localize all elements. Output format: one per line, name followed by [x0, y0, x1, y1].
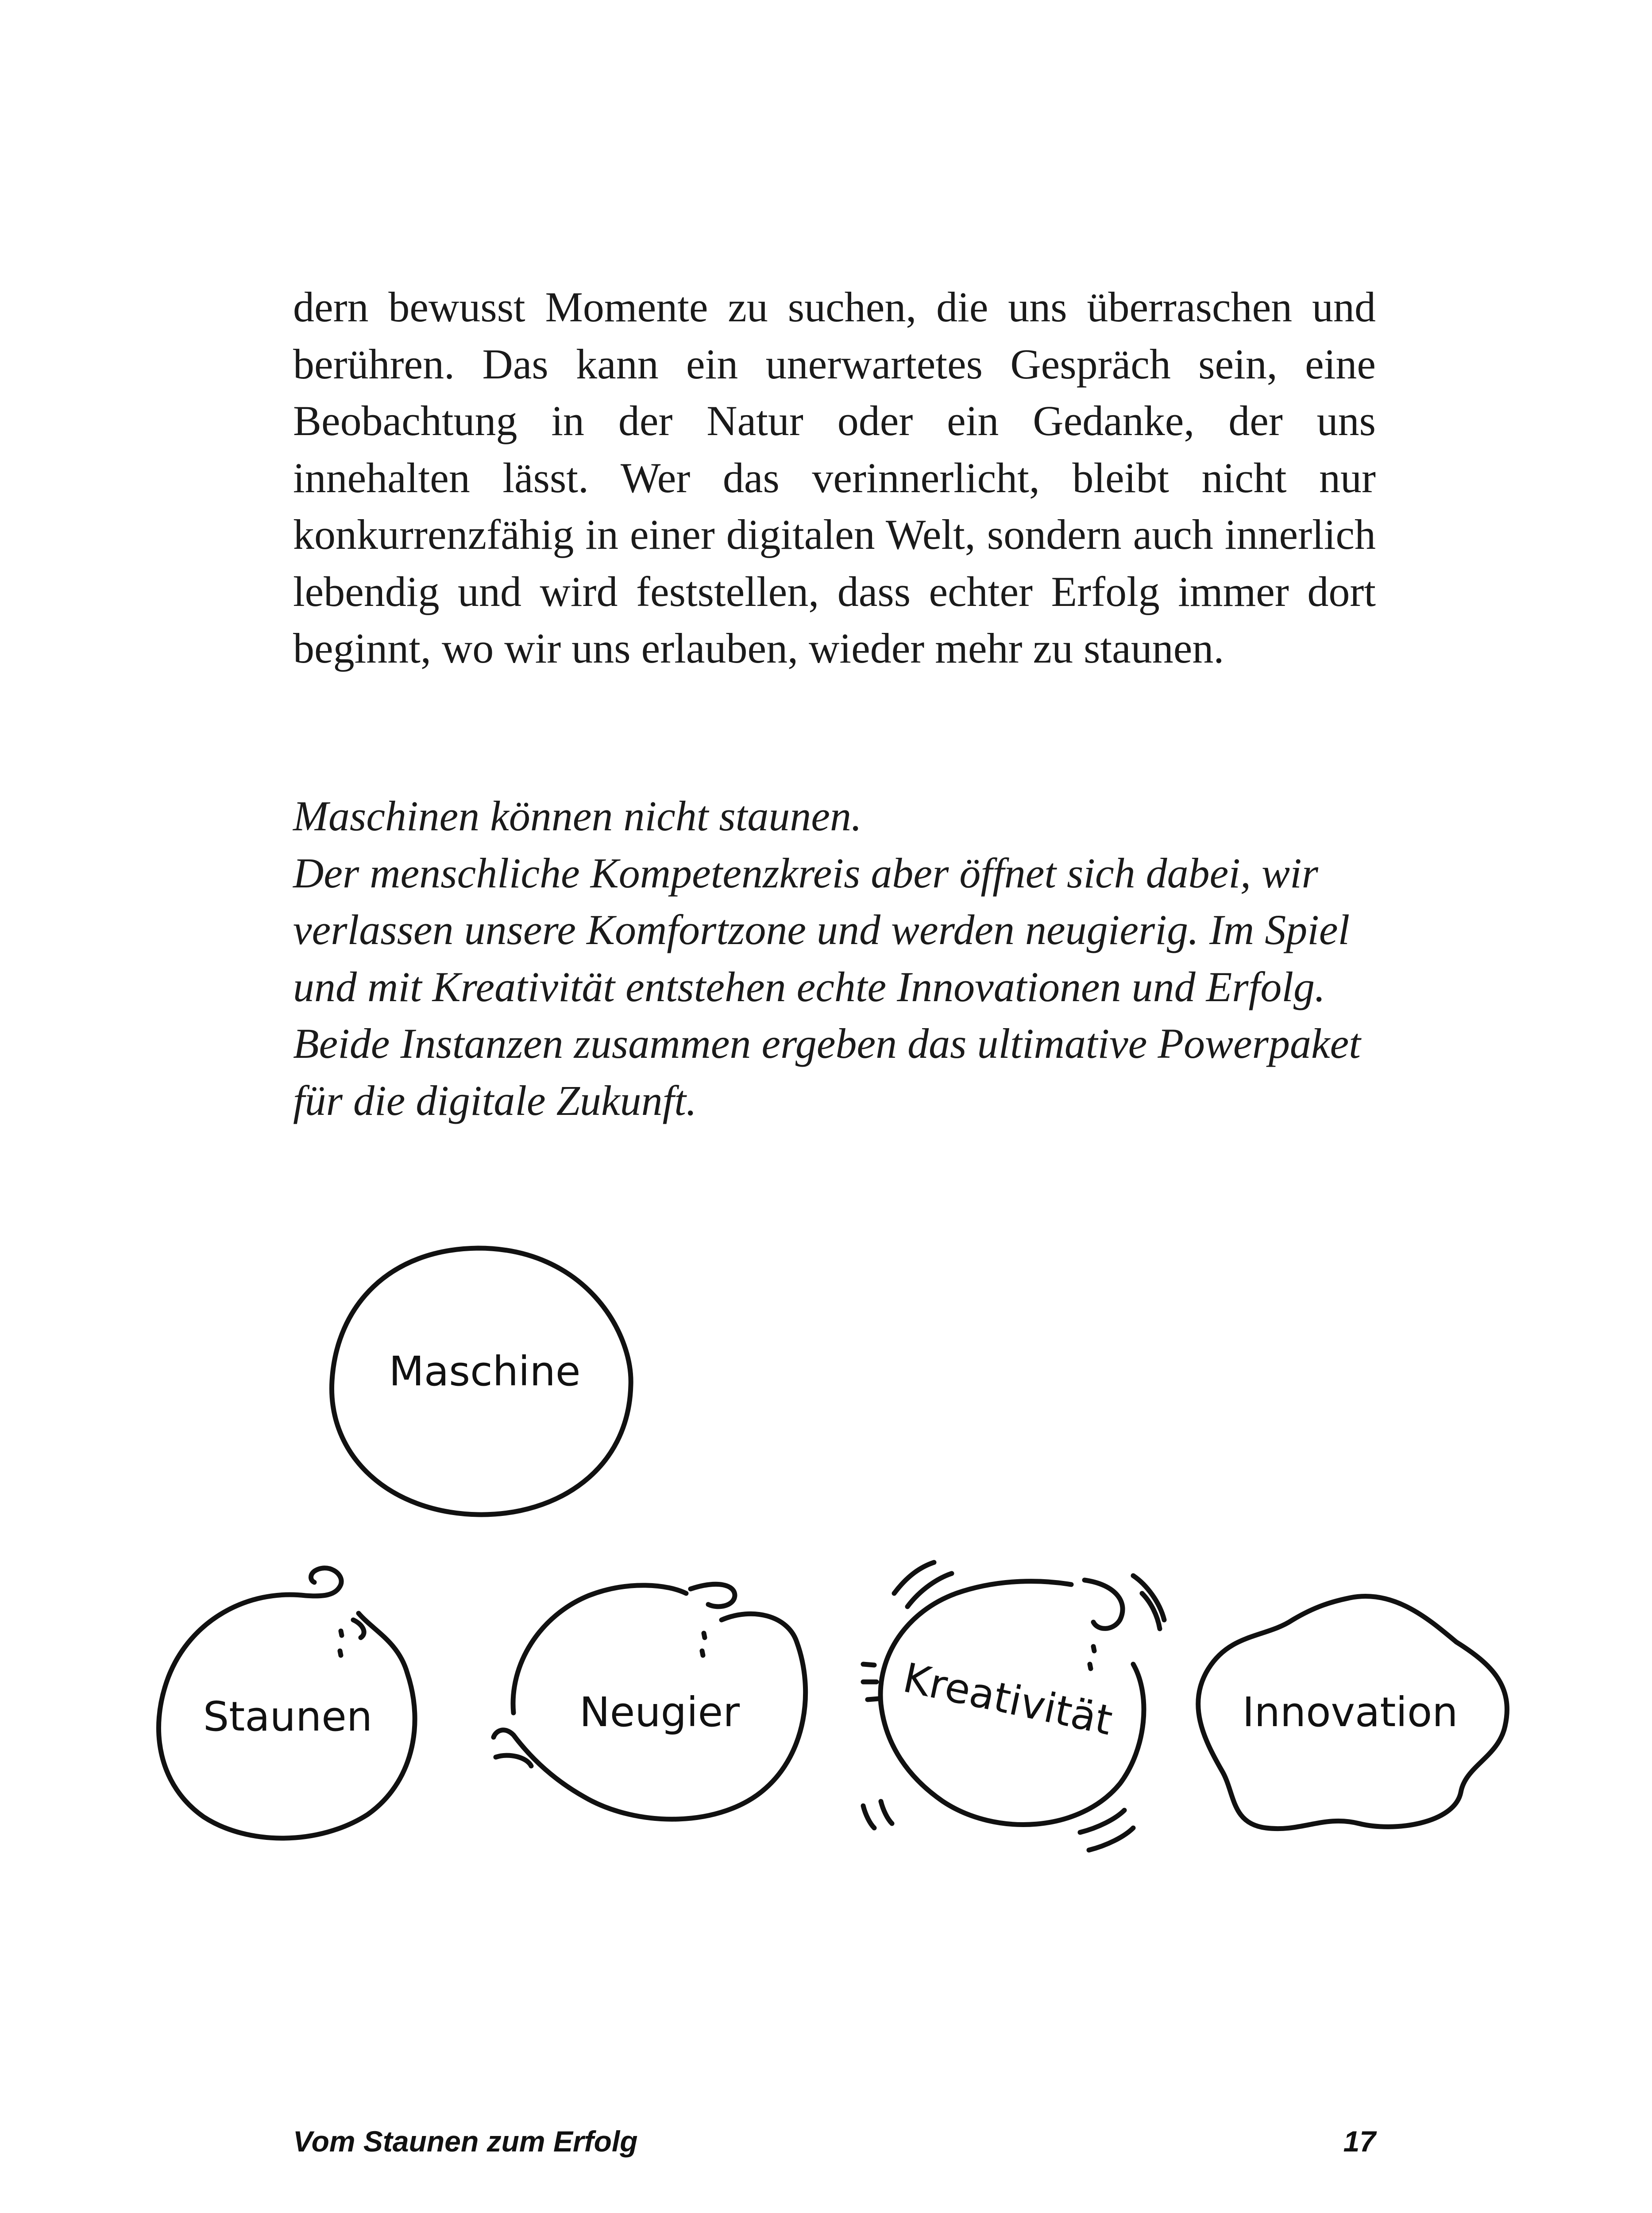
creativity-label: Kreativität	[899, 1654, 1117, 1745]
circles-illustration	[0, 1195, 1652, 1903]
curiosity-label: Neugier	[579, 1689, 740, 1736]
quote-line: für die digitale Zukunft.	[293, 1076, 697, 1124]
quote-line: Der menschliche Kompetenzkreis aber öffnet sich dabei, wir	[293, 849, 1318, 897]
innovation-label: Innovation	[1242, 1689, 1458, 1736]
running-title: Vom Staunen zum Erfolg	[293, 2125, 638, 2158]
italic-quote	[293, 788, 1376, 1129]
machine-circle	[332, 1248, 631, 1515]
body-paragraph: dern bewusst Momente zu suchen, die uns überraschen und berühren. Das kann ein unerwartetes Gespräch sein, eine Beobachtung in der Natur oder ein Gedanke, der uns innehalten lässt. Wer das verinnerlicht, bleibt nicht nur konkurrenzfähig in einer digitalen Welt, sondern auch innerlich lebendig und wird feststellen, dass echter Erfolg immer dort beginnt, wo wir uns erlauben, wieder mehr zu staunen.	[293, 283, 1376, 672]
page-footer	[293, 2124, 1376, 2169]
quote-line: verlassen unsere Komfortzone und werden neugierig. Im Spiel	[293, 906, 1350, 953]
curiosity-circle	[494, 1584, 806, 1819]
quote-line: und mit Kreativität entstehen echte Innovationen und Erfolg.	[293, 963, 1325, 1010]
quote-line: Maschinen können nicht staunen.	[293, 792, 862, 840]
amazement-circle	[158, 1568, 415, 1838]
amazement-label: Staunen	[203, 1693, 373, 1740]
creativity-circle	[863, 1562, 1164, 1850]
innovation-circle	[1198, 1596, 1507, 1828]
machine-label: Maschine	[389, 1348, 581, 1395]
page-number: 17	[1343, 2125, 1376, 2158]
quote-line: Beide Instanzen zusammen ergeben das ultimative Powerpaket	[293, 1020, 1361, 1067]
